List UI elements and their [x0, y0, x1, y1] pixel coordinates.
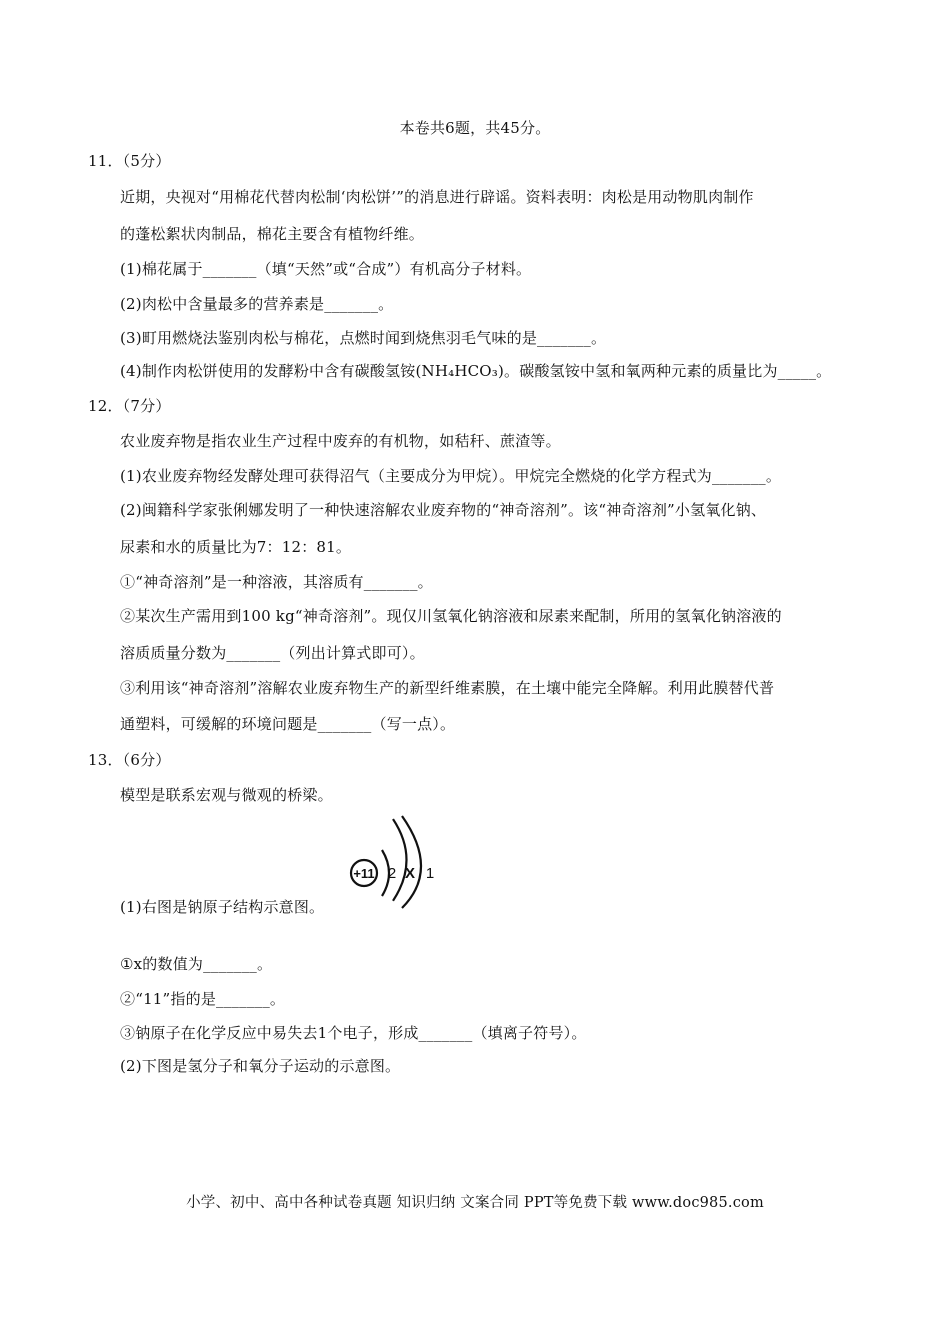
sub-question: (3)町用燃烧法鉴别肉松与棉花，点燃时闻到烧焦羽毛气味的是_______。	[120, 329, 607, 347]
electron-shell-arc	[393, 819, 407, 901]
sub-question: 尿素和水的质量比为7：12：81。	[120, 538, 352, 556]
sub-question: (1)棉花属于_______（填“天然”或“合成”）有机高分子材料。	[120, 260, 532, 278]
nucleus-charge: +11	[353, 866, 375, 881]
sub-question: ③钠原子在化学反应中易失去1个电子，形成_______（填离子符号）。	[120, 1024, 587, 1042]
question-text: 农业废弃物是指农业生产过程中废弃的有机物，如秸秆、蔗渣等。	[120, 432, 561, 450]
sub-question: (2)肉松中含量最多的营养素是_______。	[120, 295, 394, 313]
sub-question: (2)闽籍科学家张俐娜发明了一种快速溶解农业废弃物的“神奇溶剂”。该“神奇溶剂”小氢氧化钠、	[120, 501, 767, 519]
sub-question: ②“11”指的是_______。	[120, 990, 286, 1008]
sub-question: (1)农业废弃物经发酵处理可获得沼气（主要成分为甲烷）。甲烷完全燃烧的化学方程式为_______。	[120, 467, 782, 485]
question-text: 模型是联系宏观与微观的桥梁。	[120, 786, 333, 804]
question-number: 13．（6分）	[88, 751, 171, 769]
sub-question: ①“神奇溶剂”是一种溶液，其溶质有_______。	[120, 573, 433, 591]
sub-question: 通塑料，可缓解的环境问题是_______（写一点）。	[120, 715, 456, 733]
sub-question: ③利用该“神奇溶剂”溶解农业废弃物生产的新型纤维素膜，在土壤中能完全降解。利用此膜替代普	[120, 679, 775, 697]
sub-question: ②某次生产需用到100 kg“神奇溶剂”。现仅川氢氧化钠溶液和尿素来配制，所用的氢氧化钠溶液的	[120, 607, 782, 625]
sub-question: (2)下图是氢分子和氧分子运动的示意图。	[120, 1057, 401, 1075]
sodium-atom-diagram	[348, 812, 438, 912]
question-text: 近期，央视对“用棉花代替肉松制‘肉松饼’”的消息进行辟谣。资料表明：肉松是用动物肌肉制作	[120, 188, 754, 206]
paper-summary: 本卷共6题，共45分。	[399, 119, 551, 137]
shell-electron-count: X	[404, 865, 416, 882]
question-number: 12．（7分）	[88, 397, 171, 415]
shell-electron-count: 2	[387, 865, 397, 882]
sub-question: (4)制作肉松饼使用的发酵粉中含有碳酸氢铵(NH₄HCO₃)。碳酸氢铵中氢和氧两种元素的质量比为_____。	[120, 362, 832, 380]
question-number: 11．（5分）	[88, 152, 171, 170]
sub-question: ①x的数值为_______。	[120, 955, 273, 973]
sub-question: (1)右图是钠原子结构示意图。	[120, 898, 325, 916]
shell-electron-count: 1	[425, 865, 435, 882]
sub-question: 溶质质量分数为_______（列出计算式即可）。	[120, 644, 425, 662]
page-footer: 小学、初中、高中各种试卷真题 知识归纳 文案合同 PPT等免费下载 www.doc985.com	[186, 1195, 764, 1211]
question-text: 的蓬松絮状肉制品，棉花主要含有植物纤维。	[120, 225, 425, 243]
electron-shell-arc	[402, 816, 421, 908]
